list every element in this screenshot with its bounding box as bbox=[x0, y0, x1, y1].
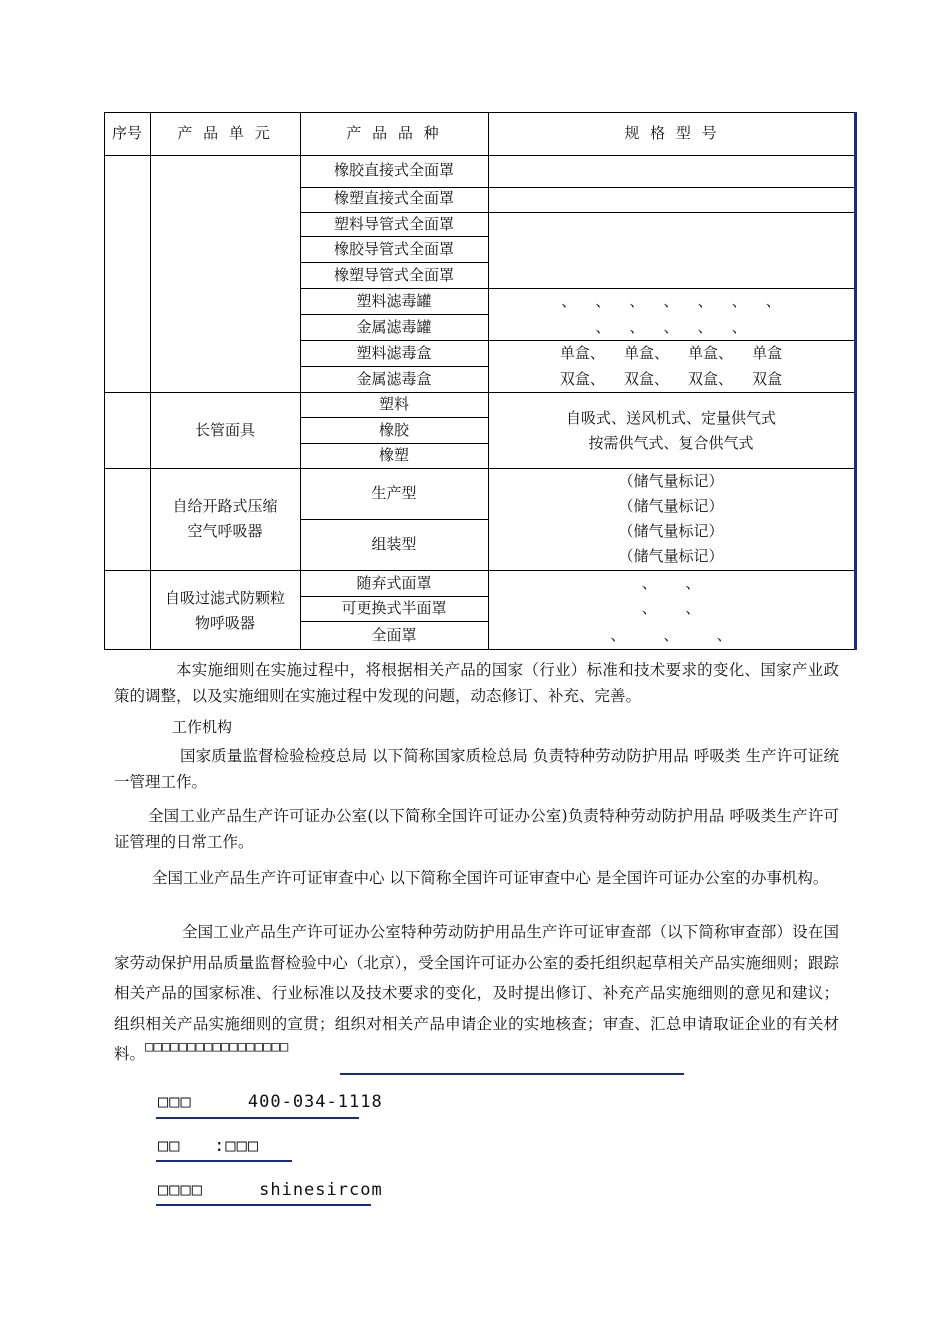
header-product-variety: 产 品 品 种 bbox=[346, 124, 442, 142]
unit-cell: 自吸过滤式防颗粒 bbox=[164, 588, 285, 607]
variety-cell: 橡塑 bbox=[378, 446, 409, 464]
underline-rule bbox=[156, 1160, 292, 1162]
spec-cell: （储气量标记） bbox=[618, 472, 724, 490]
variety-cell: 橡胶导管式全面罩 bbox=[333, 239, 454, 258]
spec-cell: 按需供气式、复合供气式 bbox=[588, 433, 754, 452]
variety-cell: 生产型 bbox=[371, 484, 417, 502]
unit-cell: 长管面具 bbox=[194, 420, 255, 439]
unit-cell: 空气呼吸器 bbox=[187, 521, 263, 540]
contact-phone: □□□ 400-034-1118 bbox=[158, 1092, 383, 1112]
spec-cell: 自吸式、送风机式、定量供气式 bbox=[565, 408, 776, 427]
paragraph-review-center: 全国工业产品生产许可证审查中心 以下简称全国许可证审查中心 是全国许可证办公室的办事机构。 bbox=[152, 869, 829, 887]
variety-cell: 橡塑直接式全面罩 bbox=[333, 188, 454, 207]
variety-cell: 金属滤毒盒 bbox=[356, 369, 432, 388]
variety-cell: 塑料滤毒罐 bbox=[356, 291, 432, 310]
underline-rule bbox=[156, 1204, 371, 1206]
spec-cell: 双盒、 双盒、 双盒、 双盒 bbox=[559, 369, 783, 388]
header-spec-model: 规 格 型 号 bbox=[624, 124, 720, 142]
spec-cell: 、 、 、 、 、 bbox=[595, 317, 747, 336]
paragraph-aqsiq: 国家质量监督检验检疫总局 以下简称国家质检总局 负责特种劳动防护用品 呼吸类 生产许可证统一管理工作。 bbox=[114, 747, 839, 791]
variety-cell: 可更换式半面罩 bbox=[341, 599, 447, 617]
spec-cell: 、 、 bbox=[641, 573, 701, 592]
section-heading: 工作机构 bbox=[172, 718, 233, 736]
variety-cell: 橡胶 bbox=[378, 420, 409, 439]
variety-cell: 随弃式面罩 bbox=[356, 573, 432, 592]
paragraph-review-dept: 全国工业产品生产许可证办公室特种劳动防护用品生产许可证审查部（以下简称审查部）设在国家劳动保护用品质量监督检验中心（北京），受全国许可证办公室的委托组织起草相关产品实施细则；跟踪相关产品的国家标准、行业标准以及技术要求的变化，及时提出修订、补充产品实施细则的意见和建议；组织相关产品实施细则的宣贯；组织对相关产品申请企业的实地核查；审查、汇总申请取证企业的有关材料。□□□□□□□□□□□□□□□□□ bbox=[114, 923, 839, 1063]
variety-cell: 组装型 bbox=[371, 535, 417, 553]
redacted-text: □□□□□□□□□□□□□□□□□ bbox=[145, 1039, 289, 1055]
variety-cell: 橡胶直接式全面罩 bbox=[333, 160, 454, 179]
variety-cell: 金属滤毒罐 bbox=[356, 317, 432, 336]
underline-rule bbox=[156, 1117, 359, 1119]
unit-cell: 物呼吸器 bbox=[194, 613, 255, 632]
variety-cell: 塑料导管式全面罩 bbox=[333, 214, 454, 233]
variety-cell: 塑料 bbox=[378, 395, 409, 413]
contact-person: □□ :□□□ bbox=[158, 1136, 260, 1156]
underline-rule bbox=[340, 1073, 684, 1075]
spec-cell: （储气量标记） bbox=[618, 497, 724, 515]
variety-cell: 橡塑导管式全面罩 bbox=[333, 265, 454, 284]
spec-cell: （储气量标记） bbox=[618, 522, 724, 540]
header-product-unit: 产 品 单 元 bbox=[177, 124, 273, 142]
header-seq: 序号 bbox=[111, 124, 142, 142]
spec-cell: 、 、 、 bbox=[610, 625, 732, 644]
spec-cell: 单盒、 单盒、 单盒、 单盒 bbox=[559, 343, 783, 362]
variety-cell: 全面罩 bbox=[371, 625, 417, 644]
unit-cell: 自给开路式压缩 bbox=[172, 496, 278, 515]
paragraph-revision: 本实施细则在实施过程中，将根据相关产品的国家（行业）标准和技术要求的变化、国家产业政策的调整，以及实施细则在实施过程中发现的问题，动态修订、补充、完善。 bbox=[114, 661, 839, 705]
spec-cell: 、 、 、 、 、 、 、 bbox=[561, 291, 781, 310]
variety-cell: 塑料滤毒盒 bbox=[356, 343, 432, 362]
paragraph-license-office: 全国工业产品生产许可证办公室(以下简称全国许可证办公室)负责特种劳动防护用品 呼吸类生产许可证管理的日常工作。 bbox=[114, 807, 839, 851]
spec-cell: （储气量标记） bbox=[618, 547, 724, 565]
spec-cell: 、 、 bbox=[641, 599, 701, 617]
contact-website: □□□□ shinesircom bbox=[158, 1180, 383, 1200]
